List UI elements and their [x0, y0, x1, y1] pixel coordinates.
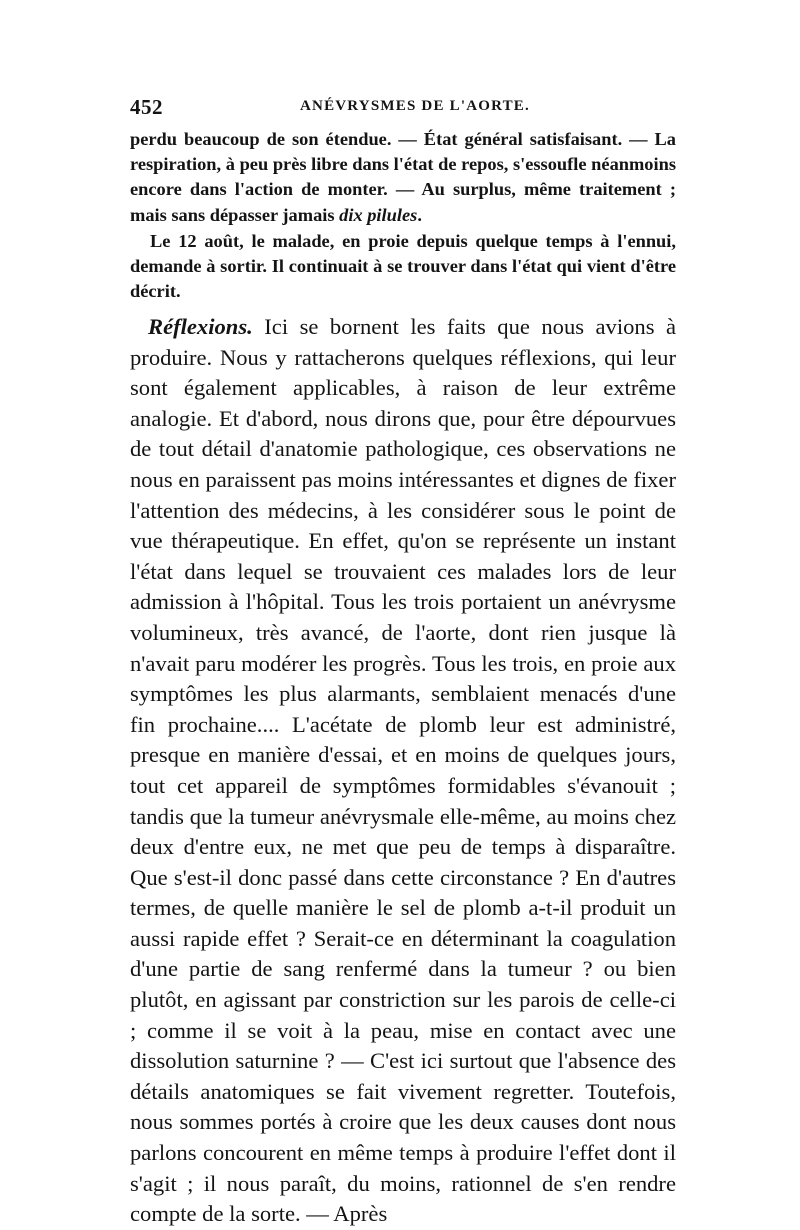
reflections-heading: Réflexions. — [148, 314, 253, 339]
paragraph-august — [130, 229, 676, 305]
page-header — [130, 95, 676, 121]
paragraph-continuation — [130, 127, 676, 228]
paragraph-1-italic: dix pilules — [339, 204, 418, 225]
paragraph-1-end: . — [417, 204, 422, 225]
paragraph-1-text: perdu beaucoup de son étendue. — État général satisfaisant. — La respiration, à peu près libre dans l'état de repos, s'essoufle néanmoins encore dans l'action de monter. — Au surplus, même traitement ; mais sans dépasser jamais — [130, 129, 676, 225]
page-number: 452 — [130, 95, 163, 119]
running-head: ANÉVRYSMES DE L'AORTE. — [300, 98, 530, 114]
paragraph-2: Le 12 août, le malade, en proie depuis quelque temps à l'ennui, demande à sortir. Il continuait à se trouver dans l'état qui vient d'être décrit. — [130, 231, 676, 302]
reflections-section — [130, 312, 676, 1230]
reflections-body: Ici se bornent les faits que nous avions à produire. Nous y rattacherons quelques réflexions, qui leur sont également applicables, à raison de leur extrême analogie. Et d'abord, nous dirons que, pour être dépourvues de tout détail d'anatomie pathologique, ces observations ne nous en paraissent pas moins intéressantes et dignes de fixer l'attention des médecins, à les considérer sous le point de vue thérapeutique. En effet, qu'on se représente un instant l'état dans lequel se trouvaient ces malades lors de leur admission à l'hôpital. Tous les trois portaient un anévrysme volumineux, très avancé, de l'aorte, dont rien jusque là n'avait paru modérer les progrès. Tous les trois, en proie aux symptômes les plus alarmants, semblaient menacés d'une fin prochaine.... L'acétate de plomb leur est administré, presque en manière d'essai, et en moins de quelques jours, tout cet appareil de symptômes formidables s'évanouit ; tandis que la tumeur anévrysmale elle-même, au moins chez deux d'entre eux, ne met que peu de temps à disparaître. Que s'est-il donc passé dans cette circonstance ? En d'autres termes, de quelle manière le sel de plomb a-t-il produit un aussi rapide effet ? Serait-ce en déterminant la coagulation d'une partie de sang renfermé dans la tumeur ? ou bien plutôt, en agissant par constriction sur les parois de celle-ci ; comme il se voit à la peau, mise en contact avec une dissolution saturnine ? — C'est ici surtout que l'absence des détails anatomiques se fait vivement regretter. Toutefois, nous sommes portés à croire que les deux causes dont nous parlons concourent en même temps à produire l'effet dont il s'agit ; il nous paraît, du moins, rationnel de s'en rendre compte de la sorte. — Après — [130, 314, 676, 1227]
paragraph-3 — [130, 312, 676, 1230]
paragraph-1 — [130, 127, 676, 228]
